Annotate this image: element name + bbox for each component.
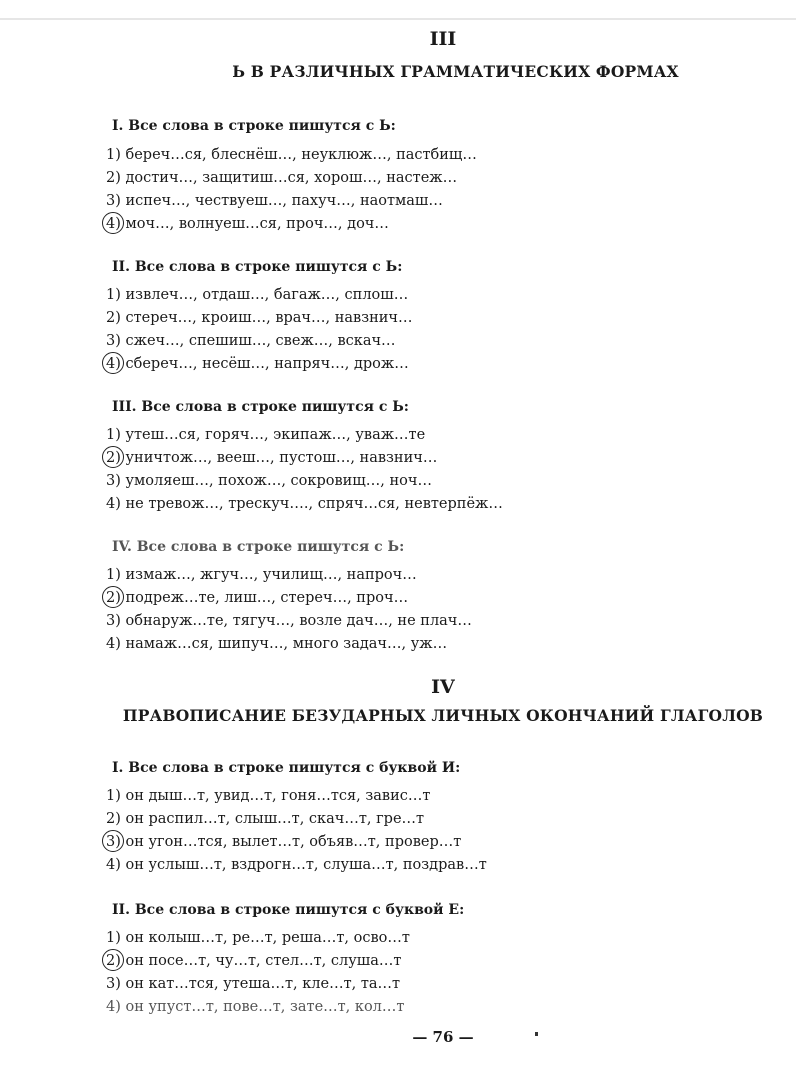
ch3-task-4-option-2: 2) подреж…те, лиш…, стереч…, проч… [106,590,409,606]
page-number: — 76 — [412,1028,474,1046]
ch4-task-1-option-3: 3) он угон…тся, вылет…т, объяв…т, провер…т [106,834,462,850]
ch3-task-1-heading: I. Все слова в строке пишутся с Ь: [112,118,396,134]
ch4-task-1-option-2: 2) он распил…т, слыш…т, скач…т, гре…т [106,811,425,827]
ch3-task-1-option-2: 2) достич…, защитиш…ся, хорош…, настеж… [106,170,458,186]
ch4-task-2-heading: II. Все слова в строке пишутся с буквой Е: [112,902,465,918]
ch4-task-2-option-3: 3) он кат…тся, утеша…т, кле…т, та…т [106,976,401,992]
ch4-task-2-option-2: 2) он посе…т, чу…т, стел…т, слуша…т [106,953,402,969]
ch4-task-1-option-4: 4) он услыш…т, вздрогн…т, слуша…т, поздрав…т [106,857,487,873]
chapter-4-number: IV [431,676,455,698]
ch3-task-4-option-1: 1) измаж…, жгуч…, училищ…, напроч… [106,567,417,583]
ch3-task-3-option-3: 3) умоляеш…, похож…, сокровищ…, ноч… [106,473,432,489]
print-speck [535,1032,538,1036]
ch3-task-2-option-1: 1) извлеч…, отдаш…, багаж…, сплош… [106,287,409,303]
ch3-task-1-option-4: 4) моч…, волнуеш…ся, проч…, доч… [106,216,389,232]
circled-answer-mark: 4) [106,356,121,372]
ch3-task-2-option-2: 2) стереч…, кроиш…, врач…, навзнич… [106,310,413,326]
top-rule [0,18,796,20]
ch3-task-4-option-3: 3) обнаруж…те, тягуч…, возле дач…, не плач… [106,613,472,629]
ch3-task-3-option-2: 2) уничтож…, вееш…, пустош…, навзнич… [106,450,438,466]
chapter-3-title: Ь В РАЗЛИЧНЫХ ГРАММАТИЧЕСКИХ ФОРМАХ [232,62,679,81]
ch4-task-2-option-1: 1) он колыш…т, ре…т, реша…т, осво…т [106,930,410,946]
ch3-task-3-option-1: 1) утеш…ся, горяч…, экипаж…, уваж…те [106,427,426,443]
ch3-task-2-option-3: 3) сжеч…, спешиш…, свеж…, вскач… [106,333,396,349]
ch3-task-1-option-3: 3) испеч…, чествуеш…, пахуч…, наотмаш… [106,193,443,209]
circled-answer-mark: 3) [106,834,121,850]
circled-answer-mark: 2) [106,590,121,606]
circled-answer-mark: 4) [106,216,121,232]
ch3-task-4-heading: IV. Все слова в строке пишутся с Ь: [112,539,405,555]
circled-answer-mark: 2) [106,450,121,466]
ch4-task-1-option-1: 1) он дыш…т, увид…т, гоня…тся, завис…т [106,788,431,804]
ch3-task-2-heading: II. Все слова в строке пишутся с Ь: [112,259,403,275]
ch3-task-4-option-4: 4) намаж…ся, шипуч…, много задач…, уж… [106,636,448,652]
ch3-task-1-option-1: 1) береч…ся, блеснёш…, неуклюж…, пастбищ… [106,147,477,163]
circled-answer-mark: 2) [106,953,121,969]
chapter-4-title: ПРАВОПИСАНИЕ БЕЗУДАРНЫХ ЛИЧНЫХ ОКОНЧАНИЙ ГЛАГОЛОВ [122,706,764,725]
ch4-task-2-option-4: 4) он упуст…т, пове…т, зате…т, кол…т [106,999,405,1015]
ch3-task-2-option-4: 4) сбереч…, несёш…, напряч…, дрож… [106,356,409,372]
ch3-task-3-heading: III. Все слова в строке пишутся с Ь: [112,399,409,415]
chapter-3-number: III [429,28,457,50]
ch3-task-3-option-4: 4) не тревож…, трескуч…., спряч…ся, невтерпёж… [106,496,503,512]
ch4-task-1-heading: I. Все слова в строке пишутся с буквой И: [112,760,461,776]
